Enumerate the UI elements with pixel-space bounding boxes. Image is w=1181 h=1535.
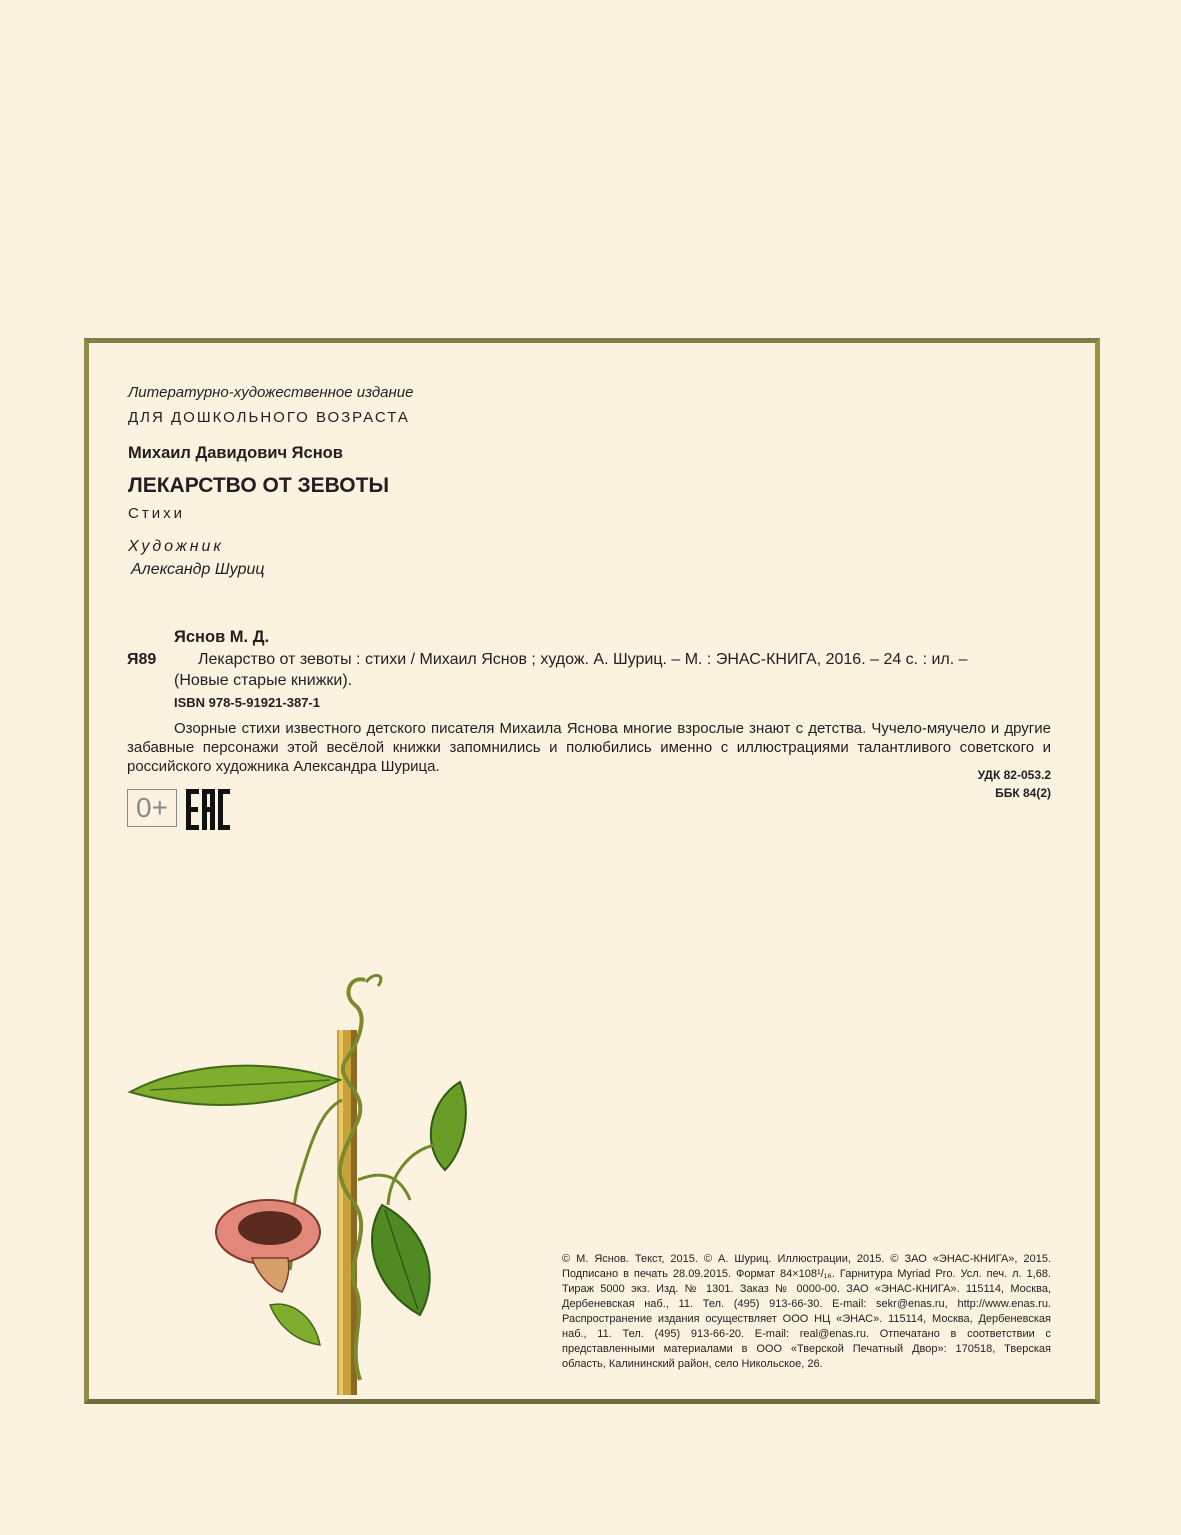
catalog-description-line2: (Новые старые книжки).: [174, 672, 353, 689]
illustrator-label: Художник: [128, 538, 224, 555]
annotation: Озорные стихи известного детского писателя Михаила Яснова многие взрослые знают с детства. Чучело-мяучело и другие забавные персонажи этой весёлой книжки запомнились и полюбились именно с иллюстрациями талантливого советского и российского художника Александра Шурица.: [127, 720, 1051, 775]
audience-label: ДЛЯ ДОШКОЛЬНОГО ВОЗРАСТА: [128, 409, 410, 426]
plant-illustration: [120, 970, 480, 1400]
isbn: ISBN 978-5-91921-387-1: [174, 695, 320, 710]
eac-logo: [186, 789, 230, 830]
catalog-author: Яснов М. Д.: [174, 628, 270, 646]
edition-type: Литературно-художественное издание: [128, 384, 414, 401]
age-rating-badge: 0+: [127, 789, 177, 827]
bbk-code: ББК 84(2): [995, 786, 1051, 800]
illustrator-name: Александр Шуриц: [131, 561, 265, 578]
book-title: ЛЕКАРСТВО ОТ ЗЕВОТЫ: [128, 474, 390, 497]
catalog-description-line1: Лекарство от зевоты : стихи / Михаил Яснов ; худож. А. Шуриц. – М. : ЭНАС-КНИГА, 2016. – 24 с. : ил. –: [198, 651, 968, 668]
imprint-text: © М. Яснов. Текст, 2015. © А. Шуриц. Иллюстрации, 2015. © ЗАО «ЭНАС-КНИГА», 2015. Подписано в печать 28.09.2015. Формат 84×108¹/₁₆. Гарнитура Myriad Pro. Усл. печ. л. 1,68. Тираж 5000 экз. Изд. № 1301. Заказ № 0000-00. ЗАО «ЭНАС-КНИГА». 115114, Москва, Дербеневская наб., 11. Тел. (495) 913-66-30. E-mail: sekr@enas.ru, http://www.enas.ru. Распространение издания осуществляет ООО НЦ «ЭНАС». 115114, Москва, Дербеневская наб., 11. Тел. (495) 913-66-20. E-mail: real@enas.ru. Отпечатано в соответствии с представленными материалами в ООО «Тверской Печатный Двор»: 170518, Тверская область, Калининский район, село Никольское, 26.: [562, 1253, 1051, 1370]
catalog-index: Я89: [127, 651, 157, 668]
author-full-name: Михаил Давидович Яснов: [128, 444, 343, 462]
genre-label: Стихи: [128, 505, 185, 522]
udk-code: УДК 82-053.2: [977, 768, 1051, 782]
